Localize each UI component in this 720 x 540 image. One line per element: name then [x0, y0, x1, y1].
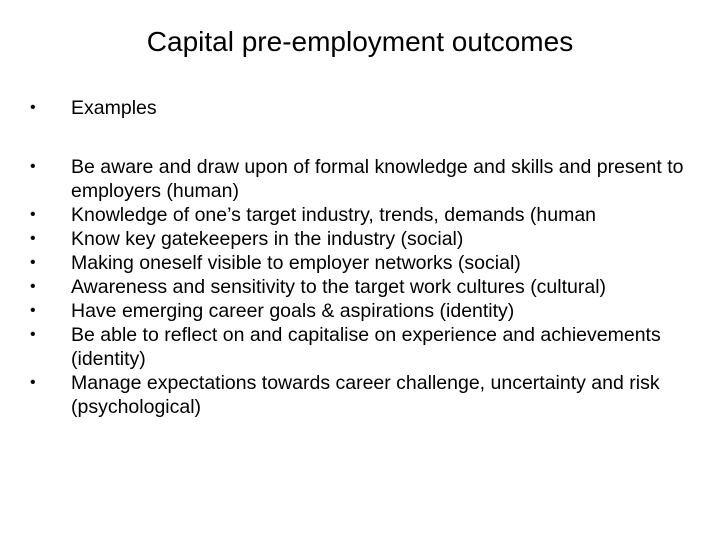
bullet-text: Examples: [71, 97, 157, 119]
slide-title: Capital pre-employment outcomes: [146, 26, 574, 57]
bullet-text: Knowledge of one’s target industry, trends, demands (human: [71, 204, 597, 226]
list-item: [30, 96, 690, 120]
bullet-text: Have emerging career goals & aspirations (identity): [71, 300, 515, 322]
list-item: [30, 275, 690, 299]
bullet-text: Making oneself visible to employer networks (social): [71, 252, 521, 274]
bullet-icon: •: [30, 326, 36, 343]
bullet-text: Be aware and draw upon of formal knowledge and skills and present to employers (human): [71, 156, 684, 202]
bullet-icon: •: [30, 230, 36, 247]
bullet-text: Know key gatekeepers in the industry (social): [71, 228, 464, 250]
list-item: [30, 203, 690, 227]
bullet-icon: •: [30, 206, 36, 223]
list-item: [30, 371, 690, 419]
bullet-icon: •: [30, 302, 36, 319]
intro-list: [30, 96, 690, 120]
list-item: [30, 155, 690, 203]
bullet-text: Be able to reflect on and capitalise on experience and achievements (identity): [71, 324, 661, 370]
list-item: [30, 323, 690, 371]
list-item: [30, 251, 690, 275]
bullet-text: Manage expectations towards career challenge, uncertainty and risk (psychological): [71, 372, 660, 418]
outcomes-list: [30, 155, 690, 419]
list-item: [30, 299, 690, 323]
bullet-icon: •: [30, 99, 36, 116]
list-item: [30, 227, 690, 251]
bullet-text: Awareness and sensitivity to the target work cultures (cultural): [71, 276, 607, 298]
bullet-icon: •: [30, 254, 36, 271]
bullet-icon: •: [30, 158, 36, 175]
bullet-icon: •: [30, 374, 36, 391]
bullet-icon: •: [30, 278, 36, 295]
